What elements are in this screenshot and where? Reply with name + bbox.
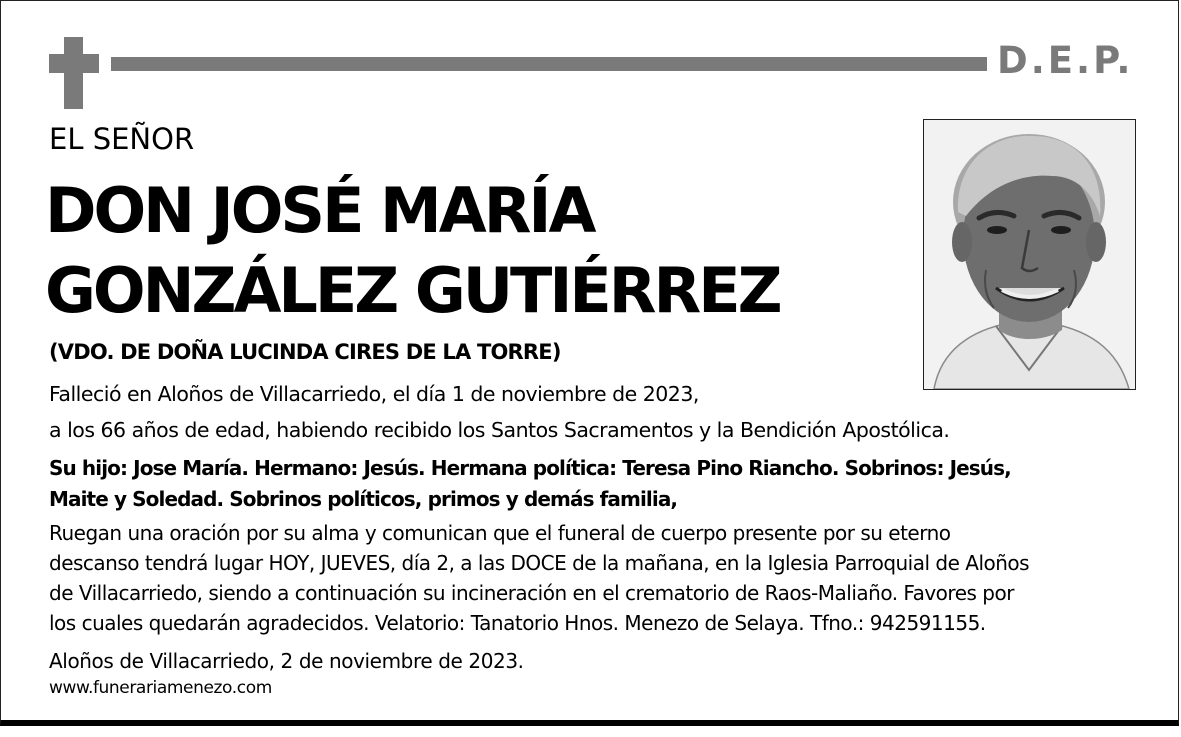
- website-link[interactable]: www.funerariamenezo.com: [49, 678, 272, 698]
- family-line-1: Su hijo: Jose María. Hermano: Jesús. Hermana política: Teresa Pino Riancho. Sobrinos: Jesús,: [49, 456, 1011, 480]
- funeral-line-3: de Villacarriedo, siendo a continuación su incineración en el crematorio de Raos-Maliaño. Favores por: [49, 581, 1014, 605]
- funeral-details: [49, 518, 1029, 638]
- honorific: EL SEÑOR: [49, 122, 195, 156]
- portrait-photo: [923, 119, 1136, 390]
- death-line-1: Falleció en Aloños de Villacarriedo, el día 1 de noviembre de 2023,: [49, 382, 699, 406]
- header-rule: [111, 57, 987, 71]
- death-notice: [49, 376, 949, 448]
- death-line-2: a los 66 años de edad, habiendo recibido los Santos Sacramentos y la Bendición Apostólica.: [49, 418, 950, 442]
- funeral-line-2: descanso tendrá lugar HOY, JUEVES, día 2, a las DOCE de la mañana, en la Iglesia Parroquial de Aloños: [49, 551, 1030, 575]
- widower-of: (VDO. DE DOÑA LUCINDA CIRES DE LA TORRE): [49, 340, 561, 364]
- dateline: Aloños de Villacarriedo, 2 de noviembre de 2023.: [49, 649, 524, 673]
- deceased-name: [45, 171, 780, 331]
- cross-icon: [49, 37, 99, 109]
- name-line-2: GONZÁLEZ GUTIÉRREZ: [45, 254, 780, 327]
- family-line-2: Maite y Soledad. Sobrinos políticos, primos y demás familia,: [49, 487, 678, 511]
- funeral-line-1: Ruegan una oración por su alma y comunican que el funeral de cuerpo presente por su eterno: [49, 521, 951, 545]
- portrait-image: [924, 120, 1135, 389]
- name-line-1: DON JOSÉ MARÍA: [45, 174, 594, 247]
- dep-label: D.E.P.: [997, 39, 1134, 82]
- family-list: [49, 453, 1011, 515]
- funeral-line-4: los cuales quedarán agradecidos. Velatorio: Tanatorio Hnos. Menezo de Selaya. Tfno.: 942591155.: [49, 611, 986, 635]
